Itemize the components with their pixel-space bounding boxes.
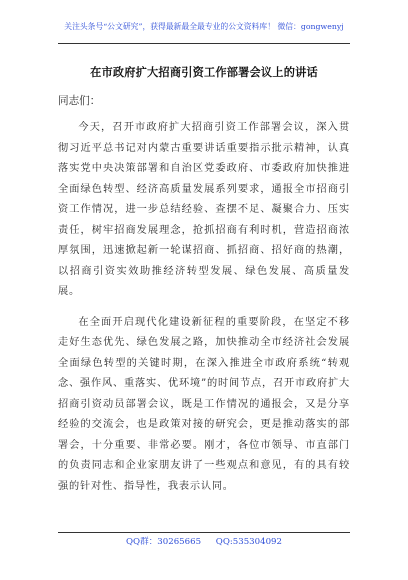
document-body (58, 64, 350, 497)
footer-contact (20, 536, 388, 548)
salutation: 同志们： (58, 95, 101, 107)
header-divider (58, 43, 350, 44)
footer-qq-group: QQ群：30265665 (126, 537, 202, 547)
footer-divider (58, 532, 350, 533)
footer-qq: QQ:535304092 (215, 537, 282, 547)
document-title: 在市政府扩大招商引资工作部署会议上的讲话 (90, 65, 318, 79)
paragraph-2: 在全面开启现代化建设新征程的重要阶段，在坚定不移走好生态优先、绿色发展之路，加快推动全市经济社会发展全面绿色转型的关键时期，在深入推进全市政府系统“转观念、强作风、重落实、优环境”的时间节点，召开市政府扩大招商引资动员部署会议，既是工作情况的通报会，又是分享经验的交流会，也是政策对接的研究会，更是推动落实的部署会，十分重要、非常必要。刚才，各位市领导、市直部门的负责同志和企业家朋友讲了一些观点和意见，有的具有较强的针对性、指导性，我表示认同。 (58, 316, 350, 492)
header-banner: 关注头条号“公文研究”，获得最新最全最专业的公文资料库！ 微信：gongwenyj (64, 22, 344, 31)
paragraph-1: 今天，召开市政府扩大招商引资工作部署会议，深入贯彻习近平总书记对内蒙古重要讲话重要指示批示精神，认真落实党中央决策部署和自治区党委政府、市委政府加快推进全面绿色转型、经济高质量发展系列要求，通报全市招商引资工作情况，进一步总结经验、查摆不足、凝聚合力、压实责任，树牢招商发展理念，抢抓招商有利时机，营造招商浓厚氛围，迅速掀起新一轮谋招商、抓招商、招好商的热潮，以招商引资实效助推经济转型发展、绿色发展、高质量发展。 (58, 122, 350, 297)
